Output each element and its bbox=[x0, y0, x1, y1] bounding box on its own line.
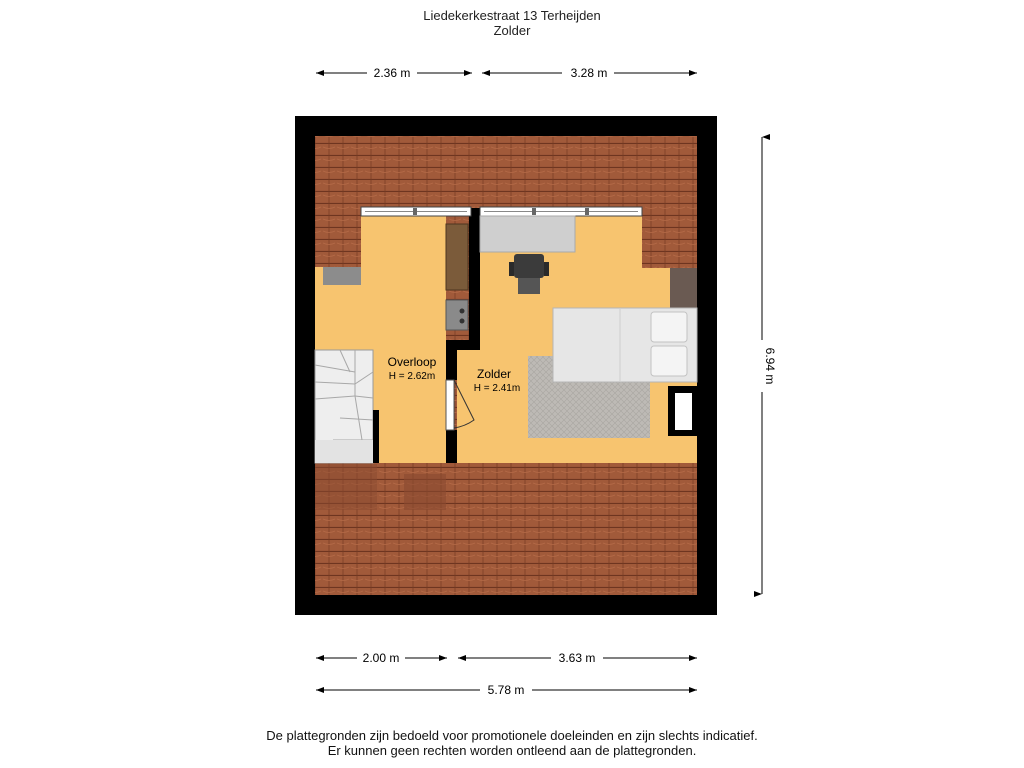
bed bbox=[553, 308, 697, 382]
disclaimer-line-1: De plattegronden zijn bedoeld voor promotionele doeleinden en zijn slechts indicatief. bbox=[266, 728, 758, 743]
dim-top-left: 2.36 m bbox=[373, 66, 411, 80]
wood-shelf bbox=[446, 224, 468, 290]
zolder-height: H = 2.41m bbox=[473, 383, 521, 394]
chimney-inner bbox=[675, 393, 692, 430]
partition-wall bbox=[446, 340, 480, 350]
partition-wall bbox=[446, 430, 457, 463]
door-leaf bbox=[446, 380, 454, 430]
side-cabinet bbox=[670, 268, 697, 308]
dim-bottom-right: 3.63 m bbox=[558, 651, 596, 665]
roof-window-left bbox=[361, 207, 471, 216]
partition-wall bbox=[446, 350, 457, 380]
desk bbox=[480, 216, 575, 252]
dim-top-right: 3.28 m bbox=[570, 66, 608, 80]
cabinet bbox=[323, 267, 361, 285]
dim-bottom-total: 5.78 m bbox=[487, 683, 525, 697]
zolder-label: Zolder bbox=[476, 367, 512, 381]
overloop-height: H = 2.62m bbox=[388, 371, 436, 382]
stair-wall bbox=[373, 410, 379, 463]
dim-bottom-left: 2.00 m bbox=[362, 651, 400, 665]
disclaimer-line-2: Er kunnen geen rechten worden ontleend aan de plattegronden. bbox=[327, 743, 697, 758]
roof-shadow bbox=[315, 464, 377, 510]
stair-landing bbox=[315, 440, 373, 463]
burner bbox=[460, 309, 465, 314]
burner bbox=[460, 319, 465, 324]
roof-window-right bbox=[480, 207, 642, 216]
roof-shadow bbox=[404, 474, 446, 510]
plan-floor-title: Zolder bbox=[493, 23, 531, 38]
overloop-label: Overloop bbox=[387, 355, 437, 369]
partition-wall bbox=[469, 208, 480, 350]
plan-address-title: Liedekerkestraat 13 Terheijden bbox=[423, 8, 601, 23]
dim-right: 6.94 m bbox=[763, 347, 777, 385]
stove bbox=[446, 300, 468, 330]
